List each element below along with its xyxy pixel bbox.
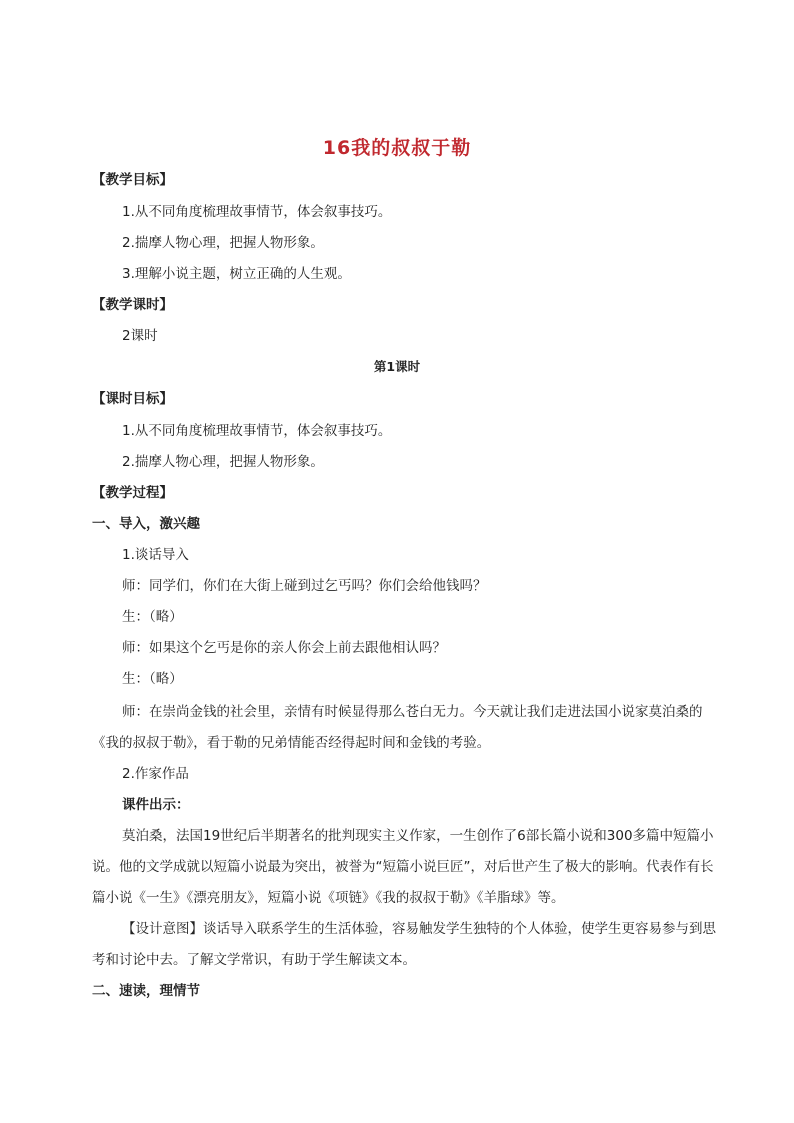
lesson-goal-item: 2.揣摩人物心理，把握人物形象。 — [122, 454, 324, 470]
design-intent-paragraph: 【设计意图】谈话导入联系学生的生活体验，容易触发学生独特的个人体验，使学生更容易参与到思考和讨论中去。了解文学常识，有助于学生解读文本。 — [92, 921, 716, 968]
goal-item: 2.揣摩人物心理，把握人物形象。 — [122, 235, 324, 251]
section-heading-lesson-goals: 【课时目标】 — [92, 391, 173, 407]
part-heading-skim: 二、速读，理情节 — [92, 983, 200, 999]
lesson-heading: 第1课时 — [373, 359, 421, 374]
document-title: 16我的叔叔于勒 — [322, 137, 472, 159]
teaching-hours-value: 2课时 — [122, 328, 158, 344]
goal-item: 1.从不同角度梳理故事情节，体会叙事技巧。 — [122, 204, 392, 220]
goal-item: 3.理解小说主题，树立正确的人生观。 — [122, 266, 351, 282]
section-heading-teaching-goals: 【教学目标】 — [92, 172, 173, 188]
dialog-line: 师：同学们，你们在大街上碰到过乞丐吗？你们会给他钱吗？ — [122, 578, 487, 594]
lesson-goal-item: 1.从不同角度梳理故事情节，体会叙事技巧。 — [122, 423, 392, 439]
courseware-label: 课件出示： — [122, 797, 190, 813]
part-heading-intro: 一、导入，激兴趣 — [92, 516, 200, 532]
dialog-line: 生：（略） — [122, 609, 183, 625]
section-heading-teaching-hours: 【教学课时】 — [92, 297, 173, 313]
sub-item-talk-intro: 1.谈话导入 — [122, 547, 189, 563]
dialog-line: 师：如果这个乞丐是你的亲人你会上前去跟他相认吗？ — [122, 640, 446, 656]
sub-item-author-works: 2.作家作品 — [122, 766, 189, 782]
section-heading-teaching-process: 【教学过程】 — [92, 485, 173, 501]
author-paragraph: 莫泊桑，法国19世纪后半期著名的批判现实主义作家，一生创作了6部长篇小说和300多篇中短篇小说。他的文学成就以短篇小说最为突出，被誉为“短篇小说巨匠”，对后世产生了极大的影响。代表作有长篇小说《一生》《漂亮朋友》，短篇小说《项链》《我的叔叔于勒》《羊脂球》等。 — [92, 828, 714, 906]
dialog-line: 生：（略） — [122, 671, 183, 687]
teacher-paragraph: 师：在崇尚金钱的社会里，亲情有时候显得那么苍白无力。今天就让我们走进法国小说家莫泊桑的《我的叔叔于勒》，看于勒的兄弟情能否经得起时间和金钱的考验。 — [92, 704, 703, 751]
